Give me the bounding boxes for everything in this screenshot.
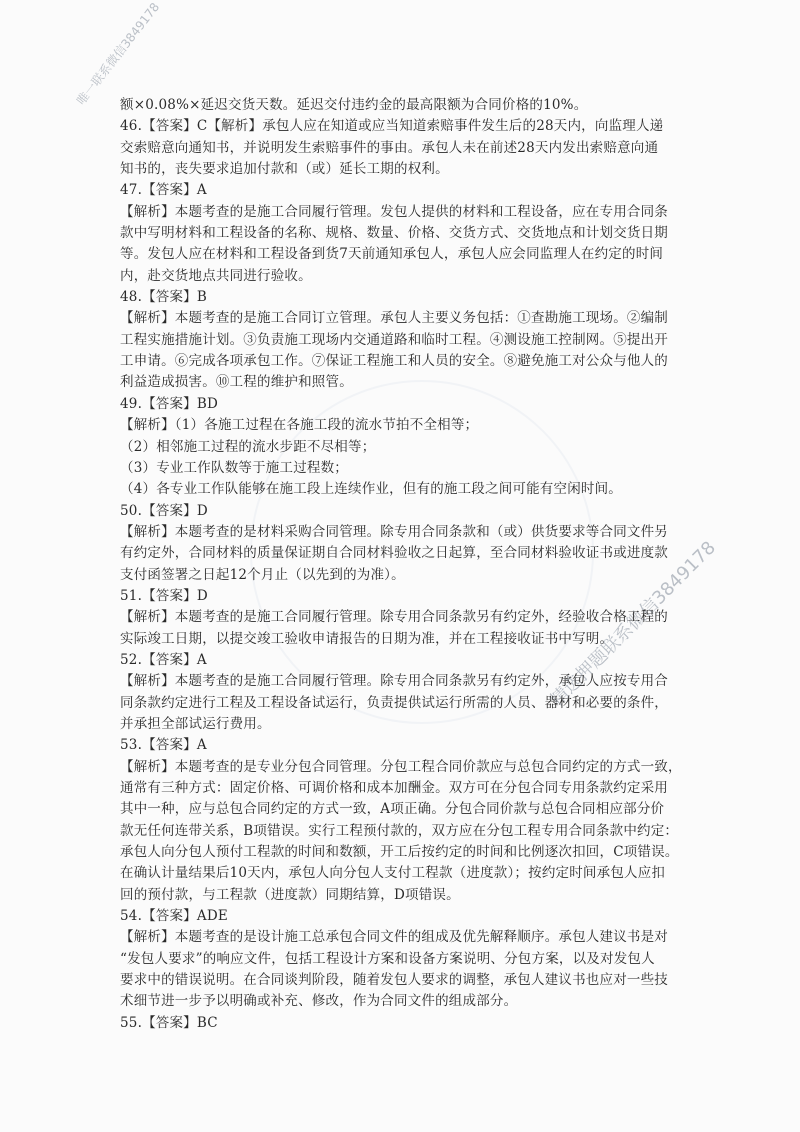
text-line: （2）相邻施工过程的流水步距不尽相等； [120, 438, 376, 455]
text-line: 54.【答案】ADE [120, 908, 228, 925]
text-line: 【解析】本题考查的是施工合同履行管理。发包人提供的材料和工程设备，应在专用合同条 [120, 203, 668, 220]
text-line: 工申请。⑥完成各项承包工作。⑦保证工程施工和人员的安全。⑧避免施工对公众与他人的 [120, 353, 668, 370]
text-line: 承包人向分包人预付工程款的时间和数额，开工后按约定的时间和比例逐次扣回，C项错误。 [120, 844, 679, 861]
document-body [120, 95, 705, 1034]
text-line: （4）各专业工作队能够在施工段上连续作业，但有的施工段之间可能有空闲时间。 [120, 481, 622, 498]
text-line: （3）专业工作队数等于施工过程数； [120, 459, 348, 476]
text-line: 额×0.08%×延迟交货天数。延迟交付违约金的最高限额为合同价格的10%。 [120, 97, 588, 113]
text-line: 款中写明材料和工程设备的名称、规格、数量、价格、交货方式、交货地点和计划交货日期 [120, 225, 668, 242]
text-line: 回的预付款，与工程款（进度款）同期结算，D项错误。 [120, 886, 460, 903]
text-line: 【解析】（1）各施工过程在各施工段的流水节拍不全相等； [120, 417, 479, 434]
text-line: 通常有三种方式：固定价格、可调价格和成本加酬金。双方可在分包合同专用条款约定采用 [120, 780, 668, 796]
watermark-right: 精选押题联系微信3849178 [546, 537, 720, 711]
text-line: 并承担全部试运行费用。 [120, 715, 271, 732]
text-line: 利益造成损害。⑩工程的维护和照管。 [120, 374, 353, 391]
text-line: 【解析】本题考查的是专业分包合同管理。分包工程合同价款应与总包合同约定的方式一致， [120, 758, 682, 775]
text-line: 50.【答案】D [120, 502, 208, 519]
text-line: 【解析】本题考查的是施工合同履行管理。除专用合同条款另有约定外，承包人应按专用合 [120, 673, 668, 690]
text-line: 47.【答案】A [120, 182, 207, 199]
text-line: 55.【答案】BC [120, 1014, 218, 1031]
text-line: 其中一种，应与总包合同约定的方式一致，A项正确。分包合同价款与总包合同相应部分价 [120, 801, 665, 818]
text-line: 52.【答案】A [120, 651, 207, 668]
text-line: 交索赔意向通知书，并说明发生索赔事件的事由。承包人未在前述28天内发出索赔意向通 [120, 139, 659, 156]
watermark-top-left: 唯一联系微信3849178 [73, 0, 163, 108]
text-line: 知书的，丧失要求追加付款和（或）延长工期的权利。 [120, 161, 449, 178]
text-line: 46.【答案】C【解析】承包人应在知道或应当知道索赔事件发生后的28天内，向监理人递 [120, 118, 664, 135]
text-line: 53.【答案】A [120, 737, 207, 754]
text-line: 实际竣工日期，以提交竣工验收申请报告的日期为准，并在工程接收证书中写明。 [120, 630, 614, 647]
text-line: 同条款约定进行工程及工程设备试运行，负责提供试运行所需的人员、器材和必要的条件， [120, 694, 668, 711]
text-line: “发包人要求”的响应文件，包括工程设计方案和设备方案说明、分包方案，以及对发包人 [120, 950, 655, 967]
text-line: 工程实施措施计划。③负责施工现场内交通道路和临时工程。④测设施工控制网。⑤提出开 [120, 331, 668, 348]
text-line: 要求中的错误说明。在合同谈判阶段，随着发包人要求的调整，承包人建议书也应对一些技 [120, 972, 668, 989]
text-line: 术细节进一步予以明确或补充、修改，作为合同文件的组成部分。 [120, 993, 518, 1010]
text-line: 【解析】本题考查的是材料采购合同管理。除专用合同条款和（或）供货要求等合同文件另 [120, 523, 668, 540]
text-line: 在确认计量结果后10天内，承包人向分包人支付工程款（进度款）；按约定时间承包人应扣 [120, 865, 666, 882]
text-line: 等。发包人应在材料和工程设备到货7天前通知承包人，承包人应会同监理人在约定的时间 [120, 246, 664, 263]
text-line: 48.【答案】B [120, 289, 207, 306]
text-line: 内，赴交货地点共同进行验收。 [120, 267, 312, 284]
text-line: 【解析】本题考查的是设计施工总承包合同文件的组成及优先解释顺序。承包人建议书是对 [120, 929, 668, 946]
text-line: 有约定外，合同材料的质量保证期自合同材料验收之日起算，至合同材料验收证书或进度款 [120, 545, 668, 562]
text-line: 【解析】本题考查的是施工合同履行管理。除专用合同条款另有约定外，经验收合格工程的 [120, 609, 668, 626]
text-line: 款无任何连带关系，B项错误。实行工程预付款的，双方应在分包工程专用合同条款中约定： [120, 822, 679, 839]
text-line: 49.【答案】BD [120, 395, 219, 412]
text-line: 【解析】本题考查的是施工合同订立管理。承包人主要义务包括：①查勘施工现场。②编制 [120, 310, 668, 327]
text-line: 51.【答案】D [120, 587, 208, 604]
text-line: 支付函签署之日起12个月止（以先到的为准）。 [120, 566, 405, 583]
